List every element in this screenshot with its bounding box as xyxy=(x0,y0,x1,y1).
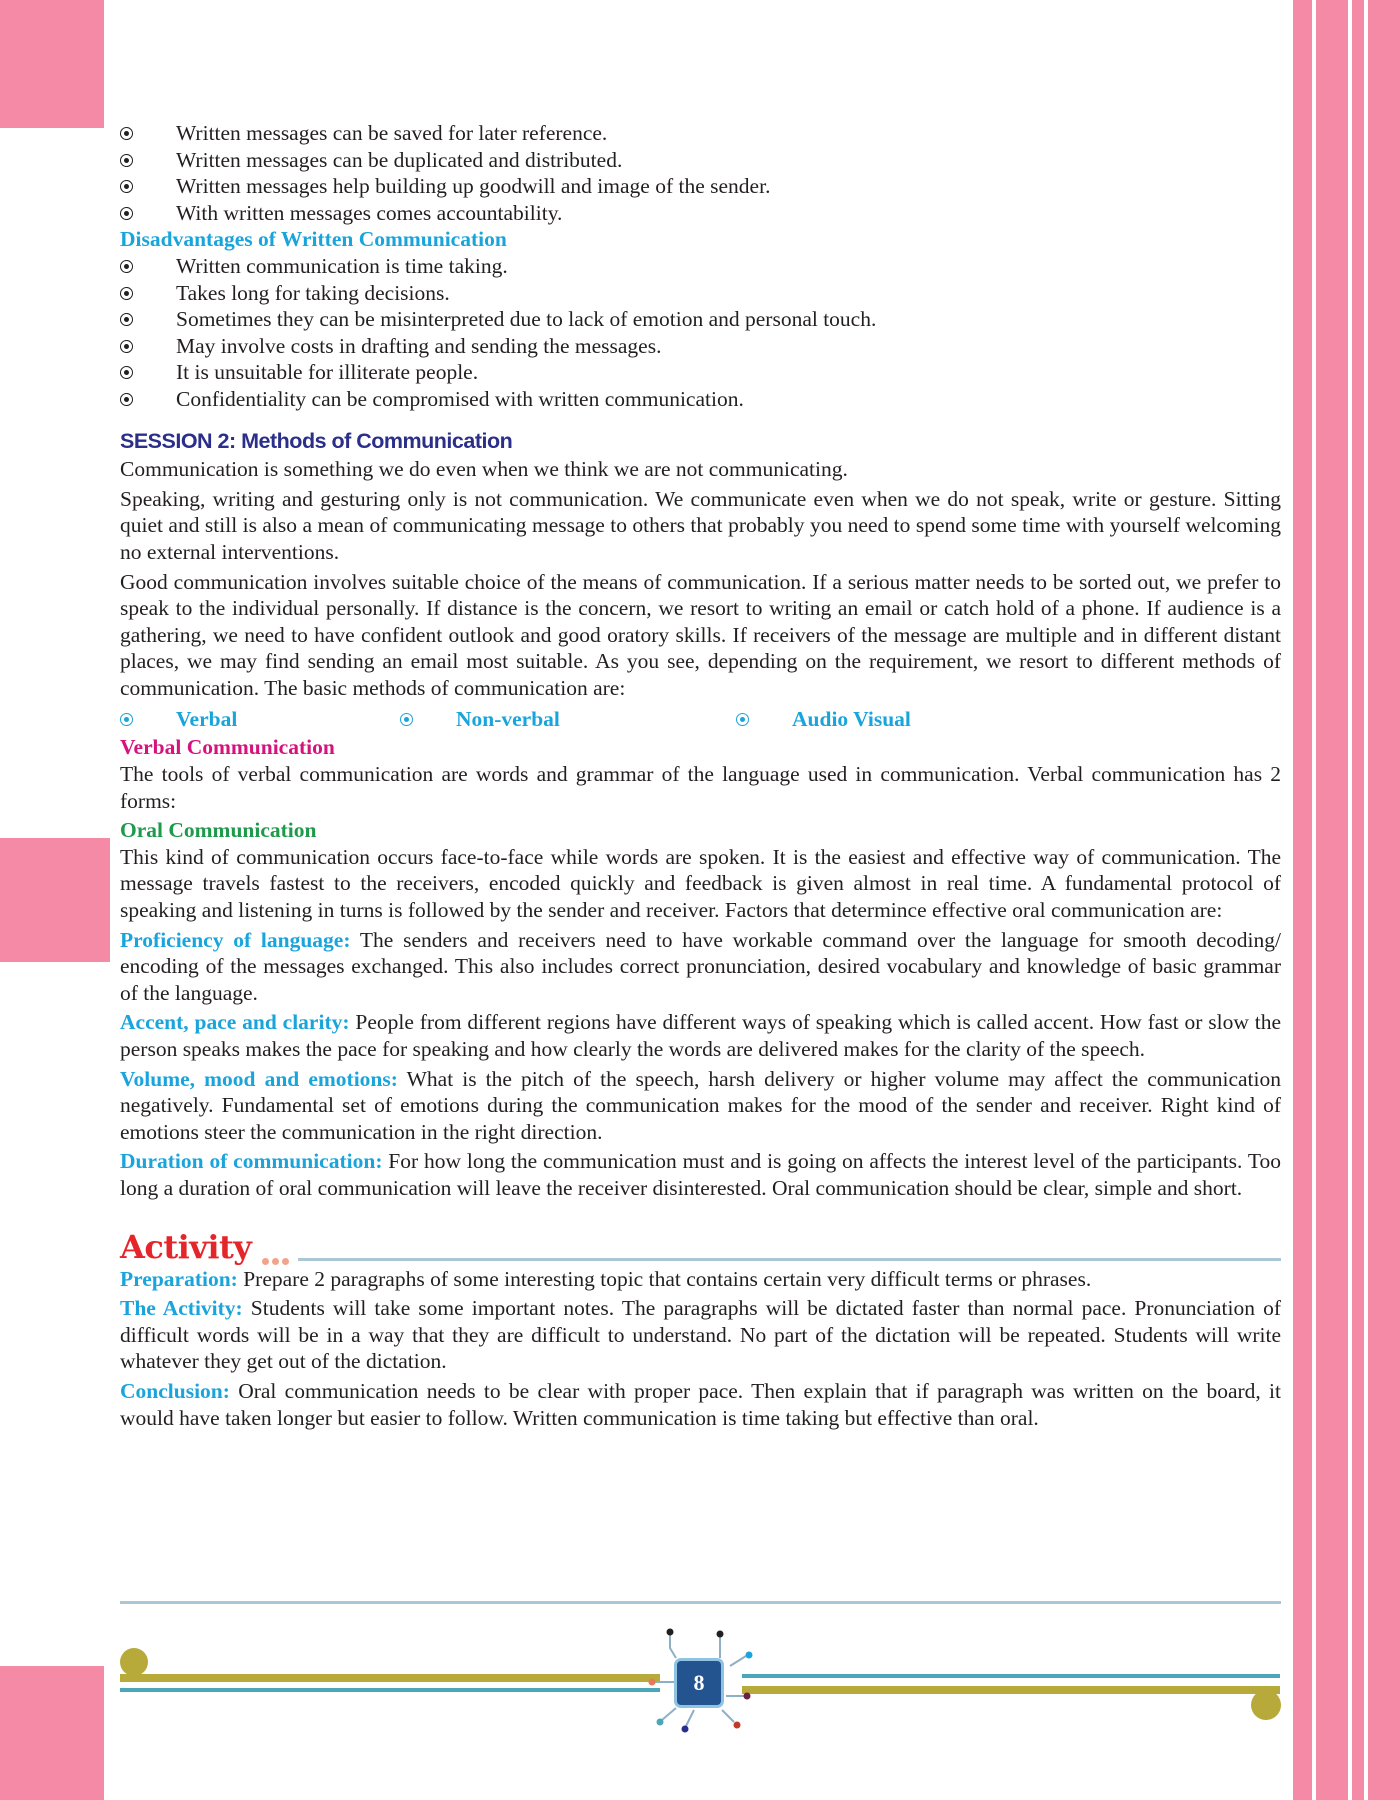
factor-paragraph: Duration of communication: For how long the communication must and is going on affects the interest level of the participants. Too long a duration of oral communication will leave the receiver disinterested. Oral communication should be clear, simple and short. xyxy=(120,1149,1281,1200)
list-item: Confidentiality can be compromised with written communication. xyxy=(120,386,1281,413)
circle-bullet-icon xyxy=(400,713,413,726)
list-item: Written messages can be duplicated and distributed. xyxy=(120,147,1281,174)
factor-paragraph: Accent, pace and clarity: People from different regions have different ways of speaking which is called accent. How fast or slow the person speaks makes the pace for speaking and how clearly the words are delivered makes for the clarity of the speech. xyxy=(120,1010,1281,1061)
circle-bullet-icon xyxy=(120,180,133,193)
footer-line xyxy=(120,1674,660,1682)
footer-line xyxy=(742,1674,1280,1678)
list-item: Written communication is time taking. xyxy=(120,253,1281,280)
activity-title: Activity xyxy=(120,1227,252,1266)
footer-line xyxy=(120,1688,660,1692)
circle-bullet-icon xyxy=(120,287,133,300)
disadvantages-heading: Disadvantages of Written Communication xyxy=(120,227,507,252)
advantages-list xyxy=(120,120,1281,226)
corner-decoration-top xyxy=(0,0,104,128)
list-item: Written messages can be saved for later reference. xyxy=(120,120,1281,147)
list-item: It is unsuitable for illiterate people. xyxy=(120,359,1281,386)
factor-term: Duration of communication: xyxy=(120,1149,383,1174)
circle-bullet-icon xyxy=(120,366,133,379)
circle-bullet-icon xyxy=(120,207,133,220)
verbal-text: The tools of verbal communication are words and grammar of the language used in communication. Verbal communication has 2 forms: xyxy=(120,762,1281,813)
circle-bullet-icon xyxy=(120,127,133,140)
oral-heading: Oral Communication xyxy=(120,818,317,843)
circle-bullet-icon xyxy=(120,393,133,406)
ellipsis-dots-icon xyxy=(262,1245,292,1272)
factor-term: Volume, mood and emotions: xyxy=(120,1066,398,1091)
oral-text: This kind of communication occurs face-to-face while words are spoken. It is the easiest and effective way of communication. The message travels fastest to the receivers, encoded quickly and feedback is given almost in real time. A fundamental protocol of speaking and listening in turns is followed by the sender and receiver. Factors that determince effective oral communication are: xyxy=(120,844,1281,923)
activity-rule xyxy=(298,1258,1281,1261)
factor-paragraph: Proficiency of language: The senders and receivers need to have workable command over the language for smooth decoding/ encoding of the messages exchanged. This also includes correct pronunciation, desired vocabulary and knowledge of basic grammar of the language. xyxy=(120,927,1282,1005)
circle-bullet-icon xyxy=(120,713,133,726)
activity-term: Preparation: xyxy=(120,1266,238,1291)
disadvantages-list xyxy=(120,253,1281,413)
activity-paragraph: Preparation: Prepare 2 paragraphs of some interesting topic that contains certain very difficult terms or phrases. xyxy=(120,1266,1092,1291)
activity-bottom-rule xyxy=(120,1601,1281,1604)
list-item: Written messages help building up goodwill and image of the sender. xyxy=(120,173,1281,200)
page-content xyxy=(120,120,1281,1434)
circle-bullet-icon xyxy=(120,313,133,326)
factor-term: Accent, pace and clarity: xyxy=(120,1010,350,1035)
activity-term: Conclusion: xyxy=(120,1378,230,1403)
factor-paragraph: Volume, mood and emotions: What is the pitch of the speech, harsh delivery or higher volume may affect the communication negatively. Fundamental set of emotions during the communication makes for the mood of the sender and receiver. Right kind of emotions steer the communication in the right direction. xyxy=(120,1066,1281,1144)
list-item: Takes long for taking decisions. xyxy=(120,280,1281,307)
session-paragraph: Communication is something we do even when we think we are not communicating. xyxy=(120,457,848,482)
band-stripe xyxy=(1364,0,1368,1800)
footer-line xyxy=(742,1686,1280,1694)
list-item: With written messages comes accountability. xyxy=(120,200,1281,227)
list-item: Sometimes they can be misinterpreted due to lack of emotion and personal touch. xyxy=(120,306,1281,333)
method-audio-visual: Audio Visual xyxy=(736,706,911,733)
session-paragraph: Good communication involves suitable choice of the means of communication. If a serious matter needs to be sorted out, we prefer to speak to the individual personally. If distance is the concern, we resort to writing an email or catch hold of a phone. If audience is a gathering, we need to have confident outlook and good oratory skills. If receivers of the message are multiple and in different distant places, we may find sending an email most suitable. As you see, depending on the requirement, we resort to different methods of communication. The basic methods of communication are: xyxy=(120,569,1281,700)
methods-list xyxy=(120,704,1281,734)
corner-decoration-bottom xyxy=(0,1666,104,1800)
robot-decoration xyxy=(0,838,110,962)
activity-header xyxy=(120,1228,1281,1266)
activity-term: The Activity: xyxy=(120,1296,243,1321)
list-item: May involve costs in drafting and sending the messages. xyxy=(120,333,1281,360)
page-number: 8 xyxy=(674,1658,724,1708)
method-non-verbal: Non-verbal xyxy=(400,706,736,733)
circle-bullet-icon xyxy=(120,340,133,353)
verbal-heading: Verbal Communication xyxy=(120,735,335,760)
circle-bullet-icon xyxy=(120,260,133,273)
session-title: SESSION 2: Methods of Communication xyxy=(120,428,513,453)
method-verbal: Verbal xyxy=(120,706,400,733)
circle-bullet-icon xyxy=(120,154,133,167)
factor-term: Proficiency of language: xyxy=(120,927,351,952)
right-decorative-band xyxy=(1293,0,1400,1800)
circle-bullet-icon xyxy=(736,713,749,726)
footer-dot xyxy=(1251,1690,1281,1720)
footer-dot xyxy=(120,1648,148,1676)
session-paragraph: Speaking, writing and gesturing only is not communication. We communicate even when we do not speak, write or gesture. Sitting quiet and still is also a mean of communicating message to others that probably you need to spend some time with yourself welcoming no external interventions. xyxy=(120,486,1281,564)
band-stripe xyxy=(1312,0,1316,1800)
activity-paragraph: Conclusion: Oral communication needs to be clear with proper pace. Then explain that if paragraph was written on the board, it would have taken longer but easier to follow. Written communication is time taking but effective than oral. xyxy=(120,1378,1281,1430)
band-stripe xyxy=(1348,0,1352,1800)
activity-paragraph: The Activity: Students will take some important notes. The paragraphs will be dictated faster than normal pace. Pronunciation of difficult words will be in a way that they are difficult to understand. No part of the dictation will be repeated. Students will write whatever they get out of the dictation. xyxy=(120,1296,1281,1374)
